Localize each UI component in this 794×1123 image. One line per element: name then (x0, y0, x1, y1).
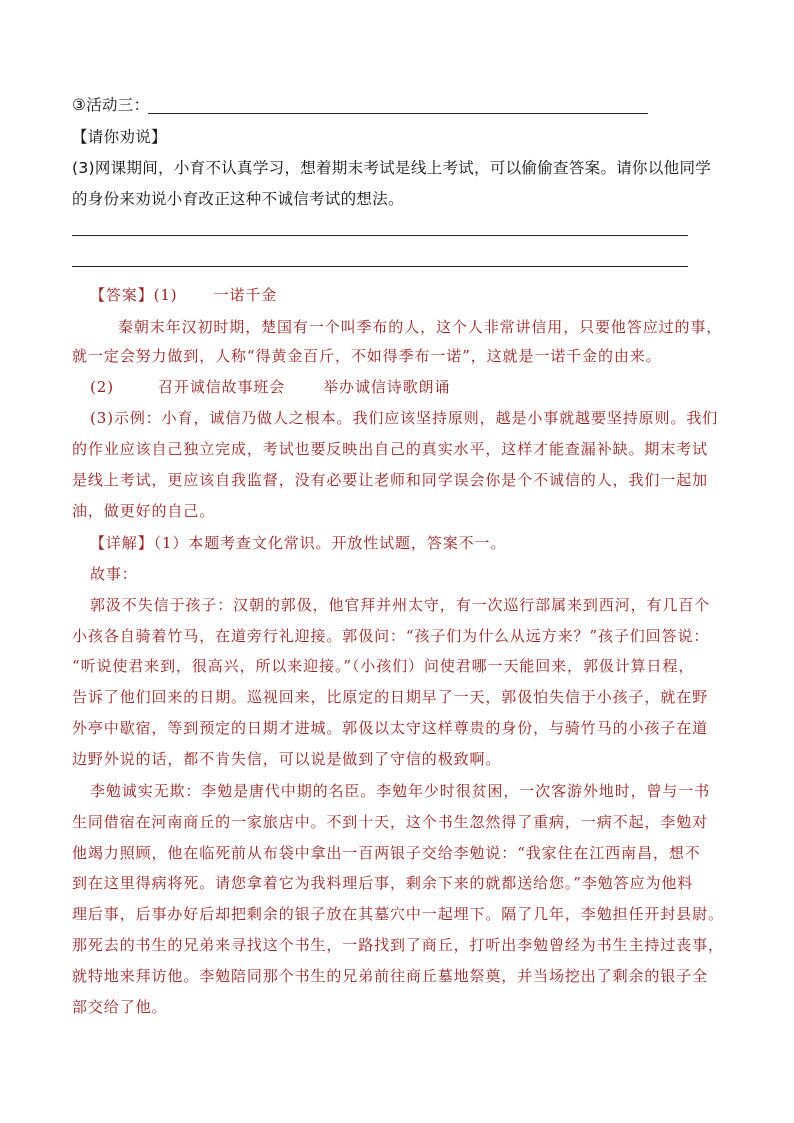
answer-q1-story-line1: 秦朝末年汉初时期，楚国有一个叫季布的人，这个人非常讲信用，只要他答应过的事， (118, 318, 723, 336)
answer-blank-line-1 (72, 235, 688, 236)
answer-q1-idiom: 一诺千金 (213, 286, 278, 304)
answer-q2-line (90, 377, 450, 397)
answer-q1-line (90, 285, 277, 305)
answer-tag: 【答案】 (90, 286, 154, 304)
story1-line: 小孩各自骑着竹马，在道旁行礼迎接。郭伋问：“孩子们为什么从远方来？”孩子们回答说： (72, 627, 710, 645)
answer-q2-number: (2) (90, 378, 114, 396)
story1-line: “听说使君来到，很高兴，所以来迎接。”（小孩们）问使君哪一天能回来，郭伋计算日程， (72, 657, 695, 675)
explanation-q1-intro: （1）本题考查文化常识。开放性试题，答案不一。 (153, 534, 507, 552)
story1-line: 郭汲不失信于孩子：汉朝的郭伋，他官拜并州太守，有一次巡行部属来到西河，有几百个 (90, 596, 711, 614)
question3-line2: 的身份来劝说小育改正这种不诚信考试的想法。 (72, 190, 404, 208)
answer-blank-line-2 (72, 266, 688, 267)
story2-line: 理后事，后事办好后却把剩余的银子放在其墓穴中一起埋下。隔了几年，李勉担任开封县尉。 (72, 905, 724, 923)
answer-q3-line2: 的作业应该自己独立完成，考试也要反映出自己的真实水平，这样才能查漏补缺。期末考试 (72, 440, 709, 458)
story2-line: 生同借宿在河南商丘的一家旅店中。不到十天，这个书生忽然得了重病，一病不起，李勉对 (72, 813, 709, 831)
explanation-q1-line (90, 533, 506, 553)
story2-line: 就特地来拜访他。李勉陪同那个书生的兄弟前往商丘墓地祭奠，并当场挖出了剩余的银子全 (72, 967, 709, 985)
activity3-label: ③活动三： (72, 96, 150, 114)
story2-line: 李勉诚实无欺：李勉是唐代中期的名臣。李勉年少时很贫困，一次客游外地时，曾与一书 (90, 782, 711, 800)
question3-line1: (3)网课期间，小育不认真学习，想着期末考试是线上考试，可以偷偷查答案。请你以他同学 (72, 159, 712, 177)
answer-q3-line1: (3)示例：小育，诚信乃做人之根本。我们应该坚持原则，越是小事就越要坚持原则。我们 (90, 409, 719, 427)
story1-line: 外亭中歇宿，等到预定的日期才进城。郭伋以太守这样尊贵的身份，与骑竹马的小孩子在道 (72, 719, 709, 737)
story2-line: 那死去的书生的兄弟来寻找这个书生，一路找到了商丘，打听出李勉曾经为书生主持过丧事， (72, 936, 724, 954)
activity3-answer-line (148, 113, 648, 114)
answer-q1-number: (1) (153, 286, 178, 304)
answer-q1-story-line2: 就一定会努力做到，人称“得黄金百斤，不如得季布一诺”，这就是一诺千金的由来。 (72, 347, 662, 365)
story1-line: 边野外说的话，都不肯失信，可以说是做到了守信的极致啊。 (72, 750, 502, 768)
answer-q2-item2: 举办诚信诗歌朗诵 (323, 378, 451, 396)
persuade-heading: 【请你劝说】 (72, 128, 167, 146)
story2-line: 到在这里得病将死。请您拿着它为我料理后事，剩余下来的就都送给您。”李勉答应为他料 (72, 874, 694, 892)
story2-line: 他竭力照顾，他在临死前从布袋中拿出一百两银子交给李勉说：“我家住在江西南昌，想不 (72, 844, 701, 862)
answer-q3-line4: 油，做更好的自己。 (72, 502, 216, 520)
story1-line: 告诉了他们回来的日期。巡视回来，比原定的日期早了一天，郭伋怕失信于小孩子，就在野 (72, 688, 709, 706)
explanation-tag: 【详解】 (90, 534, 154, 552)
answer-q2-item1: 召开诚信故事班会 (157, 378, 286, 396)
stories-label: 故事： (90, 565, 138, 583)
answer-q3-line3: 是线上考试，更应该自我监督，没有必要让老师和同学误会你是个不诚信的人，我们一起加 (72, 471, 709, 489)
story2-line: 部交给了他。 (72, 998, 168, 1016)
